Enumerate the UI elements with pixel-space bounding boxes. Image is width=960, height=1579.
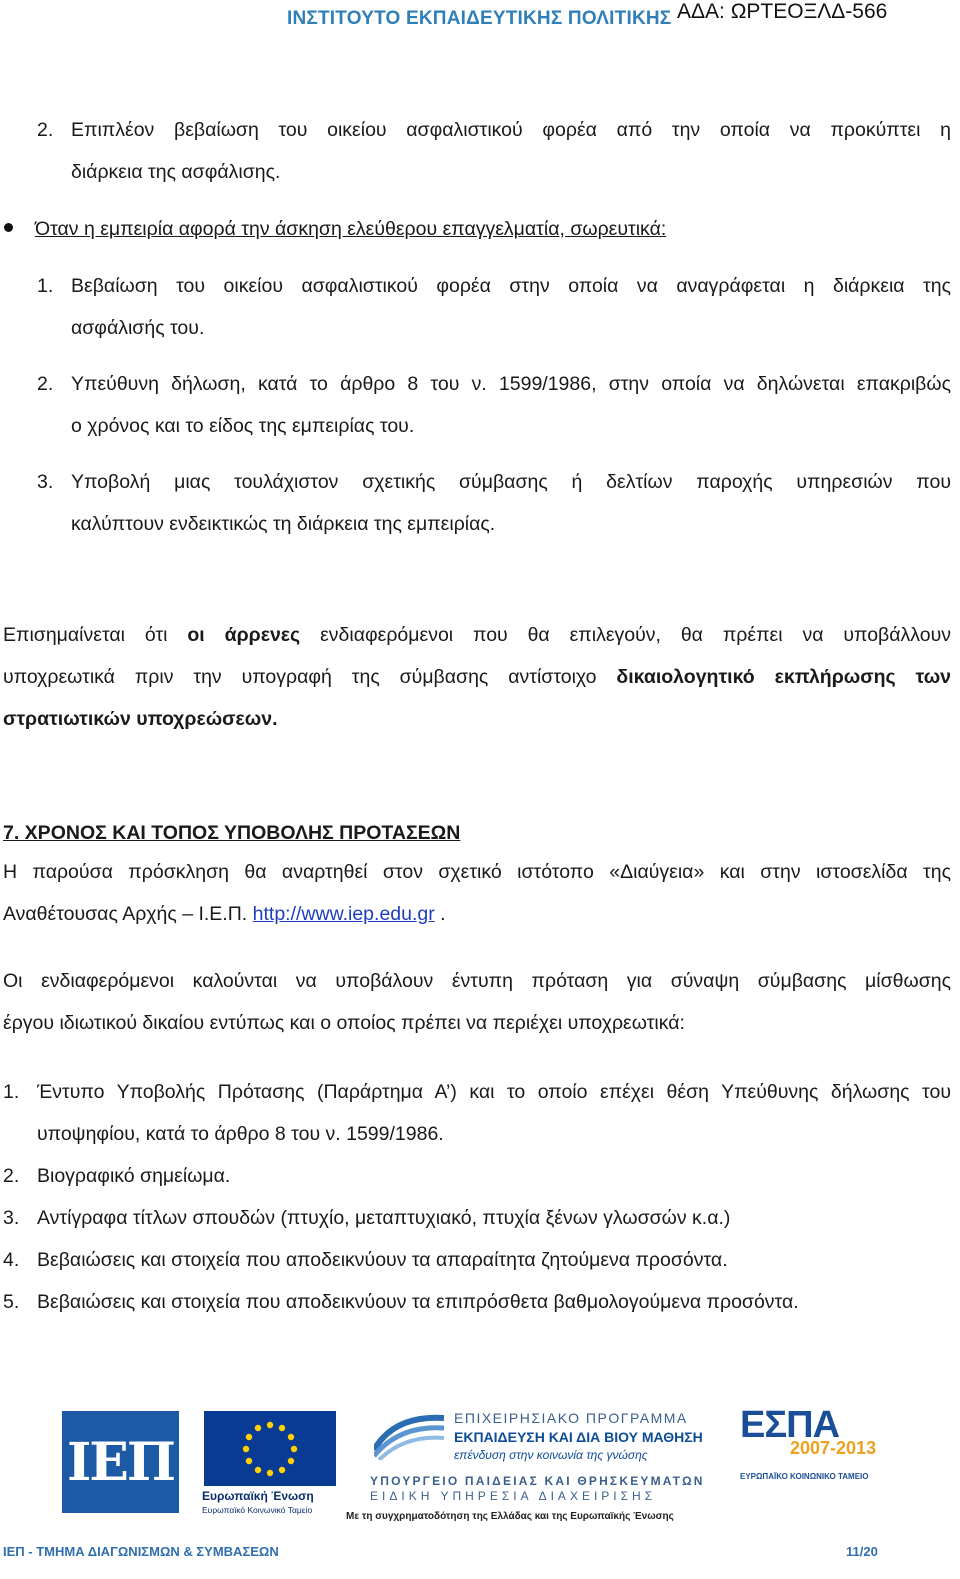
list-item-text: Βεβαιώσεις και στοιχεία που αποδεικνύουν τα επιπρόσθετα βαθμολογούμενα προσόντα.	[37, 1291, 799, 1313]
bullet-icon	[4, 223, 13, 232]
eu-flag-icon	[204, 1411, 336, 1486]
paragraph-line: έργου ιδιωτικού δικαίου εντύπως και ο οποίος πρέπει να περιέχει υποχρεωτικά:	[3, 1012, 685, 1034]
paragraph-line: Η παρούσα πρόσκληση θα αναρτηθεί στον σχετικό ιστότοπο «Διαύγεια» και στην ιστοσελίδα της	[3, 861, 951, 883]
list-number: 3.	[3, 1207, 20, 1229]
list-number: 1.	[37, 275, 54, 297]
section-title: 7. ΧΡΟΝΟΣ ΚΑΙ ΤΟΠΟΣ ΥΠΟΒΟΛΗΣ ΠΡΟΤΑΣΕΩΝ	[3, 822, 461, 844]
list-item-text: Υποβολή μιας τουλάχιστον σχετικής σύμβασης ή δελτίων παροχής υπηρεσιών που	[71, 471, 951, 493]
list-item-text: Βεβαίωση του οικείου ασφαλιστικού φορέα στην οποία να αναγράφεται η διάρκεια της	[71, 275, 951, 297]
iep-logo	[62, 1411, 179, 1513]
list-number: 2.	[3, 1165, 20, 1187]
list-item-text: καλύπτουν ενδεικτικώς τη διάρκεια της εμπειρίας.	[71, 513, 496, 535]
list-item-text: ο χρόνος και το είδος της εμπειρίας του.	[71, 415, 415, 437]
eu-label: Ευρωπαϊκή Ένωση	[202, 1489, 314, 1503]
espa-logo: ΕΣΠΑ	[740, 1404, 840, 1446]
ministry-name: ΥΠΟΥΡΓΕΙΟ ΠΑΙΔΕΙΑΣ ΚΑΙ ΘΡΗΣΚΕΥΜΑΤΩΝ	[370, 1474, 705, 1488]
note-text: υποχρεωτικά πριν την υπογραφή της σύμβασης αντίστοιχο	[3, 666, 617, 688]
ep-title: ΕΠΙΧΕΙΡΗΣΙΑΚΟ ΠΡΟΓΡΑΜΜΑ	[454, 1410, 688, 1426]
note-line-3: στρατιωτικών υποχρεώσεων.	[3, 708, 278, 730]
list-number: 2.	[37, 119, 54, 141]
funding-logos	[34, 1396, 914, 1526]
bullet-text: Όταν η εμπειρία αφορά την άσκηση ελεύθερου επαγγελματία, σωρευτικά:	[35, 218, 667, 240]
list-item-text: διάρκεια της ασφάλισης.	[71, 161, 281, 183]
list-item-text: Έντυπο Υποβολής Πρότασης (Παράρτημα Α’) και το οποίο επέχει θέση Υπεύθυνης δήλωσης του	[37, 1081, 951, 1103]
list-number: 4.	[3, 1249, 20, 1271]
note-bold: οι άρρενες	[187, 624, 301, 646]
ep-subtitle: ΕΚΠΑΙΔΕΥΣΗ ΚΑΙ ΔΙΑ ΒΙΟΥ ΜΑΘΗΣΗ	[454, 1429, 703, 1445]
list-item-text: Υπεύθυνη δήλωση, κατά το άρθρο 8 του ν. 1599/1986, στην οποία να δηλώνεται επακριβώς	[71, 373, 951, 395]
list-number: 1.	[3, 1081, 20, 1103]
note-line-1	[3, 614, 951, 656]
footer-department: ΙΕΠ - ΤΜΗΜΑ ΔΙΑΓΩΝΙΣΜΩΝ & ΣΥΜΒΑΣΕΩΝ	[3, 1544, 279, 1559]
list-item-text: Επιπλέον βεβαίωση του οικείου ασφαλιστικού φορέα από την οποία να προκύπτει η	[71, 119, 951, 141]
espa-fund: ΕΥΡΩΠΑΪΚΟ ΚΟΙΝΩΝΙΚΟ ΤΑΜΕΙΟ	[740, 1472, 869, 1481]
eu-sublabel: Ευρωπαϊκό Κοινωνικό Ταμείο	[202, 1505, 313, 1515]
list-item-text: Βιογραφικό σημείωμα.	[37, 1165, 231, 1187]
header-institute: ΙΝΣΤΙΤΟΥΤΟ ΕΚΠΑΙΔΕΥΤΙΚΗΣ ΠΟΛΙΤΙΚΗΣ	[287, 8, 672, 29]
paragraph-line: Οι ενδιαφερόμενοι καλούνται να υποβάλουν έντυπη πρόταση για σύναψη σύμβασης μίσθωσης	[3, 970, 951, 992]
page-number: 11/20	[846, 1544, 878, 1559]
eu-stars-icon	[204, 1411, 336, 1486]
paragraph-text: .	[434, 903, 446, 925]
list-number: 5.	[3, 1291, 20, 1313]
managing-authority: ΕΙΔΙΚΗ ΥΠΗΡΕΣΙΑ ΔΙΑΧΕΙΡΙΣΗΣ	[370, 1489, 657, 1503]
header-ada: ΑΔΑ: ΩΡΤΕΟΞΛΔ-566	[677, 0, 888, 23]
note-text: ενδιαφερόμενοι που θα επιλεγούν, θα πρέπει να υποβάλλουν	[300, 624, 951, 646]
ep-wave-icon	[374, 1410, 444, 1460]
list-item-text: Αντίγραφα τίτλων σπουδών (πτυχίο, μεταπτυχιακό, πτυχία ξένων γλωσσών κ.α.)	[37, 1207, 731, 1229]
list-number: 2.	[37, 373, 54, 395]
list-item-text: ασφάλισής του.	[71, 317, 205, 339]
list-item-text: υποψηφίου, κατά το άρθρο 8 του ν. 1599/1986.	[37, 1123, 444, 1145]
note-bold: δικαιολογητικό εκπλήρωσης των	[616, 666, 952, 688]
iep-website-link[interactable]: http://www.iep.edu.gr	[252, 903, 435, 925]
paragraph-line	[3, 893, 951, 935]
list-number: 3.	[37, 471, 54, 493]
note-line-2	[3, 656, 951, 698]
list-item-text: Βεβαιώσεις και στοιχεία που αποδεικνύουν τα απαραίτητα ζητούμενα προσόντα.	[37, 1249, 728, 1271]
espa-years: 2007-2013	[790, 1438, 877, 1458]
note-text: Επισημαίνεται ότι	[3, 624, 188, 646]
ep-slogan: επένδυση στην κοινωνία της γνώσης	[454, 1448, 648, 1462]
iep-logo-text: ΙΕΠ	[66, 1431, 175, 1493]
paragraph-text: Αναθέτουσας Αρχής – Ι.Ε.Π.	[3, 903, 253, 925]
cofinancing-note: Με τη συγχρηματοδότηση της Ελλάδας και της Ευρωπαϊκής Ένωσης	[346, 1511, 674, 1522]
